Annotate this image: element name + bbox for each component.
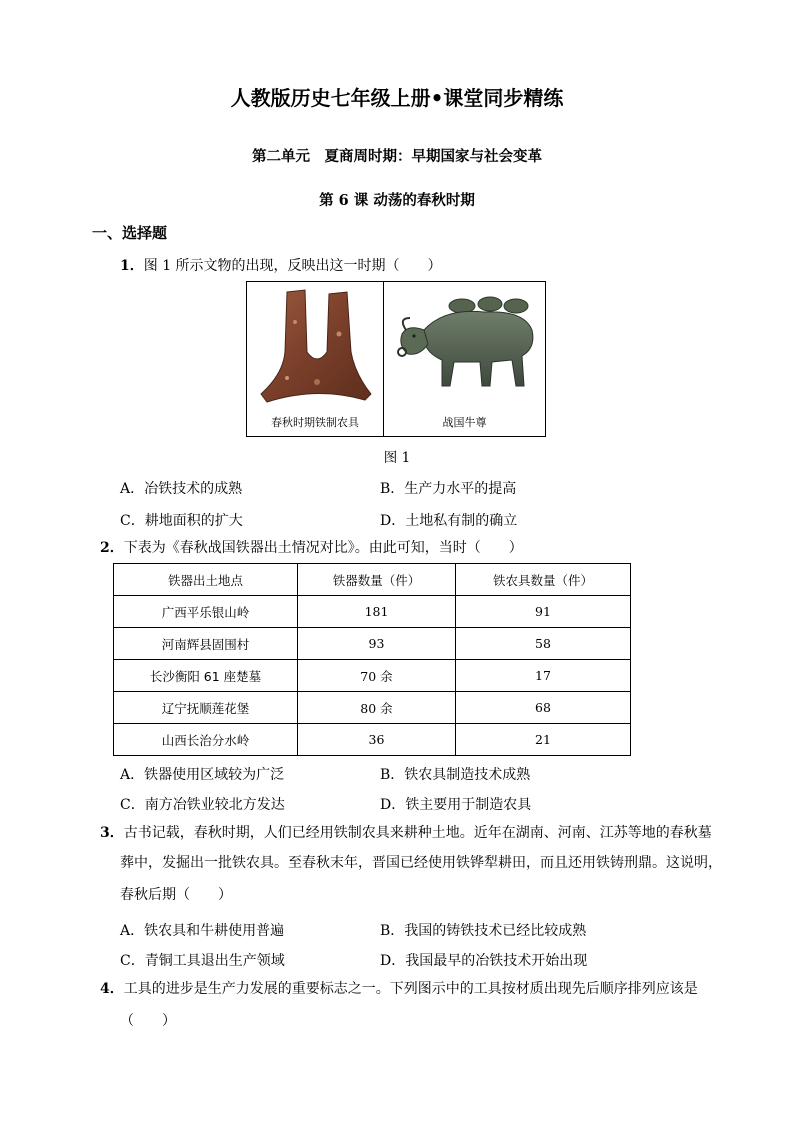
- table-cell: 36: [298, 724, 456, 756]
- q3-option-d: D．我国最早的冶铁技术开始出现: [380, 953, 588, 969]
- q3-option-b: B．我国的铸铁技术已经比较成熟: [380, 923, 587, 939]
- iron-farm-tool-image: [247, 282, 383, 407]
- table-cell: 长沙衡阳 61 座楚墓: [114, 660, 298, 692]
- table-cell: 70 余: [298, 660, 456, 692]
- table-cell: 58: [456, 628, 631, 660]
- question-stem-line-1: 工具的进步是生产力发展的重要标志之一。下列图示中的工具按材质出现先后顺序排列应该是: [123, 981, 698, 997]
- table-cell: 辽宁抚顺莲花堡: [114, 692, 298, 724]
- table-cell: 17: [456, 660, 631, 692]
- figure-right-panel: [384, 282, 545, 436]
- table-row: [114, 724, 631, 756]
- figure-right-caption: 战国牛尊: [442, 416, 487, 429]
- q2-option-c: C．南方冶铁业较北方发达: [120, 797, 285, 813]
- bronze-ox-vessel-image: [384, 282, 545, 407]
- question-number: 4．: [100, 981, 124, 997]
- table-cell: 91: [456, 596, 631, 628]
- question-3-line-3: 春秋后期（ ）: [120, 887, 232, 903]
- question-number: 1．: [120, 258, 144, 274]
- q2-option-a: A．铁器使用区域较为广泛: [120, 767, 285, 783]
- table-cell: 山西长治分水岭: [114, 724, 298, 756]
- q1-option-d: D．土地私有制的确立: [380, 513, 518, 529]
- table-row: [114, 596, 631, 628]
- table-header-cell: 铁器出土地点: [114, 564, 298, 596]
- page-title: 人教版历史七年级上册•课堂同步精练: [230, 86, 564, 110]
- section-heading: 一、选择题: [92, 224, 168, 242]
- q1-option-a: A．冶铁技术的成熟: [120, 481, 243, 497]
- question-stem-line-1: 古书记载，春秋时期，人们已经用铁制农具来耕种土地。近年在湖南、河南、江苏等地的春秋墓: [123, 825, 712, 841]
- table-cell: 80 余: [298, 692, 456, 724]
- table-cell: 广西平乐银山岭: [114, 596, 298, 628]
- table-row: [114, 628, 631, 660]
- question-1: [120, 251, 442, 281]
- table-row: [114, 660, 631, 692]
- lesson-title: 第 6 课 动荡的春秋时期: [319, 192, 475, 209]
- figure-left-panel: [247, 282, 384, 436]
- q2-option-d: D．铁主要用于制造农具: [380, 797, 532, 813]
- table-header-row: [114, 564, 631, 596]
- question-3-line-2: 葬中，发掘出一批铁农具。至春秋末年，晋国已经使用铁铧犁耕田，而且还用铁铸刑鼎。这说明，: [120, 855, 722, 871]
- question-stem: 图 1 所示文物的出现，反映出这一时期（ ）: [143, 258, 442, 274]
- figure-label: 图 1: [383, 450, 411, 466]
- question-2: [100, 533, 523, 563]
- q1-option-c: C．耕地面积的扩大: [120, 513, 243, 529]
- q3-option-a: A．铁农具和牛耕使用普遍: [120, 923, 285, 939]
- iron-artifacts-table: [113, 563, 631, 756]
- figure-1: [246, 281, 546, 437]
- question-number: 2．: [100, 540, 124, 556]
- table-cell: 93: [298, 628, 456, 660]
- table-header-cell: 铁农具数量（件）: [456, 564, 631, 596]
- question-4: [100, 974, 698, 1004]
- table-cell: 21: [456, 724, 631, 756]
- unit-title: 第二单元 夏商周时期：早期国家与社会变革: [252, 148, 542, 165]
- figure-left-caption: 春秋时期铁制农具: [271, 416, 359, 429]
- q2-option-b: B．铁农具制造技术成熟: [380, 767, 531, 783]
- question-4-line-2: （ ）: [120, 1013, 176, 1029]
- q1-option-b: B．生产力水平的提高: [380, 481, 517, 497]
- table-row: [114, 692, 631, 724]
- question-number: 3．: [100, 825, 124, 841]
- table-cell: 68: [456, 692, 631, 724]
- table-cell: 河南辉县固围村: [114, 628, 298, 660]
- table-header-cell: 铁器数量（件）: [298, 564, 456, 596]
- table-cell: 181: [298, 596, 456, 628]
- question-stem: 下表为《春秋战国铁器出土情况对比》。由此可知，当时（ ）: [123, 540, 523, 556]
- q3-option-c: C．青铜工具退出生产领域: [120, 953, 285, 969]
- question-3: [100, 818, 712, 848]
